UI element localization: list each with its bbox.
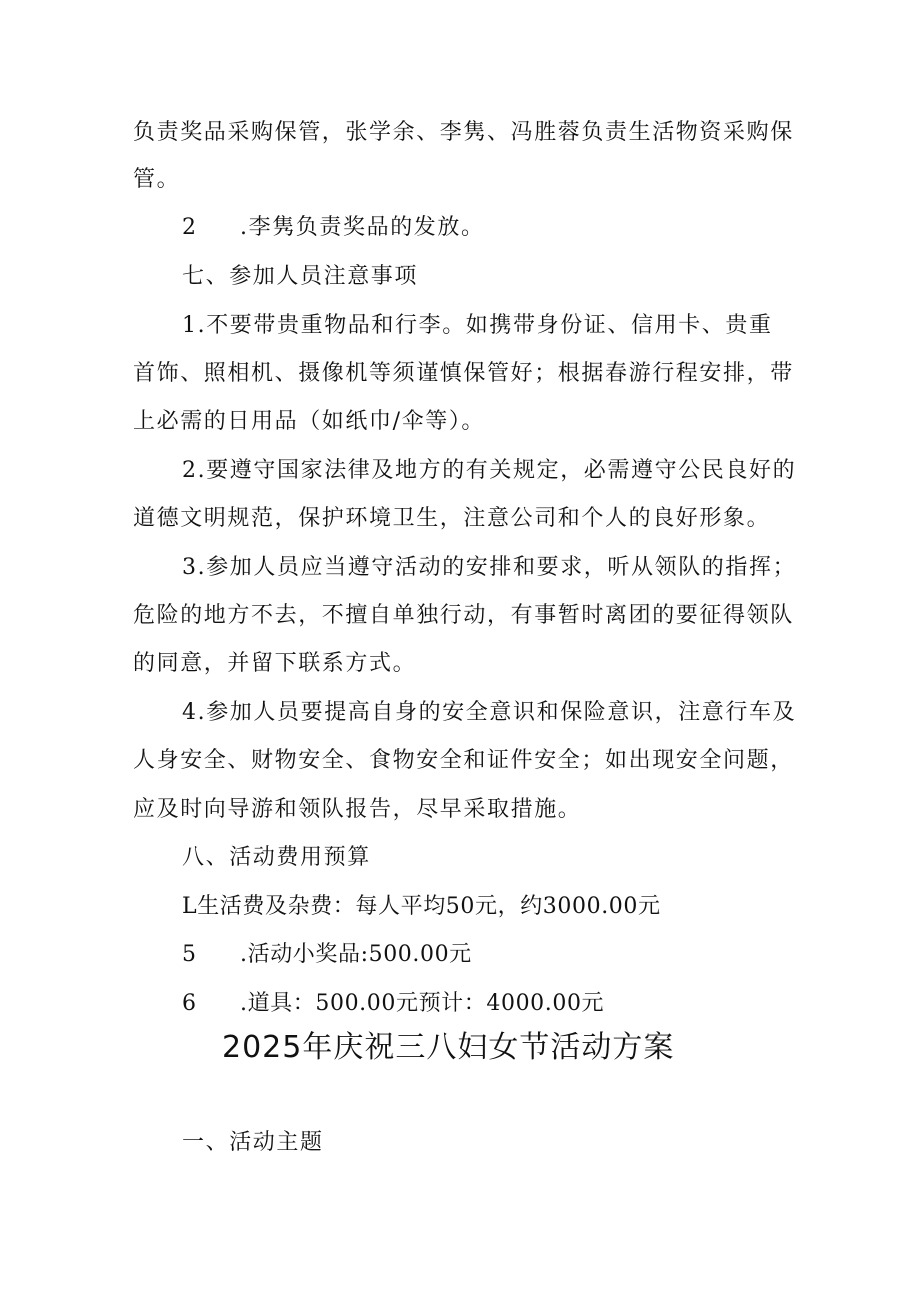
budget-item-6 <box>182 989 604 1019</box>
paragraph-line: 首饰、照相机、摄像机等须谨慎保管好；根据春游行程安排，带 <box>133 361 794 386</box>
paragraph-line: 3.参加人员应当遵守活动的安排和要求，听从领队的指挥； <box>182 555 797 580</box>
paragraph-line: 1.不要带贵重物品和行李。如携带身份证、信用卡、贵重 <box>182 313 773 338</box>
paragraph-line: 2.要遵守国家法律及地方的有关规定，必需遵守公民良好的 <box>182 458 797 483</box>
item-number: 2 <box>182 215 198 240</box>
item-number: 6 <box>182 991 197 1016</box>
item-number: 5 <box>182 942 197 967</box>
paragraph-line: 的同意，并留下联系方式。 <box>133 651 417 676</box>
section-heading-8: 八、活动费用预算 <box>182 845 371 870</box>
section-heading-1: 一、活动主题 <box>182 1130 324 1155</box>
document-title: 2025年庆祝三八妇女节活动方案 <box>222 1030 675 1065</box>
paragraph-line: 人身安全、财物安全、食物安全和证件安全；如出现安全问题， <box>133 748 794 773</box>
budget-item-1: L生活费及杂费：每人平均50元，约3000.00元 <box>182 894 661 919</box>
paragraph-line: 上必需的日用品（如纸巾/伞等）。 <box>133 409 486 434</box>
paragraph-line: 道德文明规范，保护环境卫生，注意公司和个人的良好形象。 <box>133 506 771 531</box>
item-text: .李隽负责奖品的发放。 <box>240 215 485 240</box>
paragraph-line: 负责奖品采购保管，张学余、李隽、冯胜蓉负责生活物资采购保 <box>133 120 794 145</box>
numbered-item-2 <box>182 213 485 243</box>
paragraph-line: 4.参加人员要提高自身的安全意识和保险意识，注意行车及 <box>182 700 797 725</box>
paragraph-line: 管。 <box>133 167 181 192</box>
paragraph-line: 应及时向导游和领队报告，尽早采取措施。 <box>133 797 582 822</box>
paragraph-line: 危险的地方不去，不擅自单独行动，有事暂时离团的要征得领队 <box>133 603 794 628</box>
section-heading-7: 七、参加人员注意事项 <box>182 264 419 289</box>
item-text: .活动小奖品:500.00元 <box>240 942 472 967</box>
budget-item-5 <box>182 940 472 970</box>
item-text: .道具：500.00元预计：4000.00元 <box>240 991 605 1016</box>
